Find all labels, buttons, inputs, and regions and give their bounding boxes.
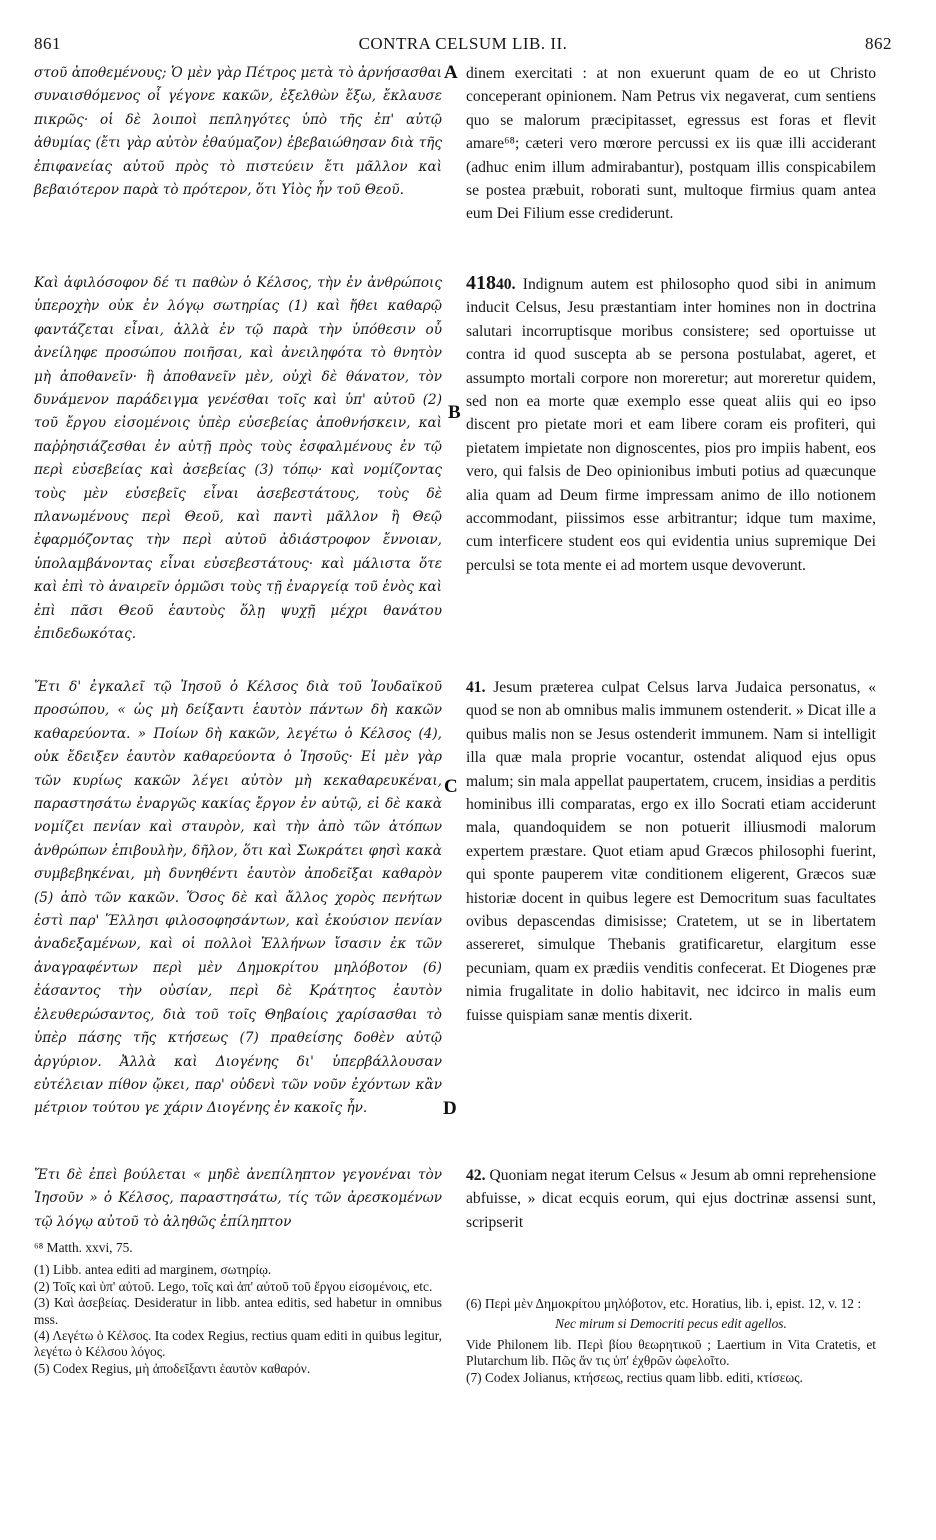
section-number-42: 42. <box>466 1167 486 1184</box>
margin-letter-a: A <box>444 62 458 83</box>
footnote-4: (4) Λεγέτω ὁ Κέλσος. Ita codex Regius, rectius quam editi in quibus legitur, λεγέτω ὁ Κέλσου λόγος. <box>34 1328 442 1360</box>
footnote-6: (6) Περὶ μὲν Δημοκρίτου μηλόβοτον, etc. Horatius, lib. i, epist. 12, v. 12 : <box>466 1296 862 1311</box>
latin-footnotes <box>466 1296 876 1386</box>
page-number-left: 861 <box>34 34 61 53</box>
marginal-page-marker: 418 <box>466 272 496 294</box>
latin-paragraph-40-text: Indignum autem est philosopho quod sibi in animum inducit Celsus, Jesu præstantiam inter homines non in doctrina salutari incorruptisque moribus consistere; sed oportuisse ut contra id quod suscepta ab se persona postulabat, ageret, et assumpto mortali corpore non moreretur; aut moreretur quidem, sed non ea morte quæ exemplo esse queat aliis qui eo ipso discent pro pietate mori et eam libere coram eis profiteri, qui pietatem impietate non dignoscentes, pios pro impiis habent, eos vero, qui falsis de Deo opinionibus imbuti potius ad quæcunque alia quam ad Deum firme impressam animo de illo notionem accommodant, piissimos esse arbitrantur; idque tum maxime, cum interficere student eos qui evidentia unius supremique Dei perculsi se tota mente ei ad mortem usque devoverunt. <box>466 276 876 574</box>
section-number-40: 40. <box>496 276 516 293</box>
greek-paragraph-3: Ἔτι δ' ἐγκαλεῖ τῷ Ἰησοῦ ὁ Κέλσος διὰ τοῦ Ἰουδαϊκοῦ προσώπου, « ὡς μὴ δείξαντι ἑαυτὸν πάντων δὴ κακῶν καθαρεύοντα. » Ποίων δὴ κακῶν, λεγέτω ὁ Κέλσος (4), οὐκ ἔδειξεν ἑαυτὸν καθαρεύοντα ὁ Ἰησοῦς· Εἰ μὲν γὰρ τῶν κυρίως κακῶν λέγει αὐτὸν μὴ κεκαθαρευκέναι, παραστησάτω ἐναργῶς κακίας ἔργον ἐν αὐτῷ, εἰ δὲ κακὰ νομίζει πενίαν καὶ σταυρὸν, καὶ τὴν ἀπὸ τῶν ἀτόπων ἀνθρώπων ἐπιβουλὴν, δῆλον, ὅτι καὶ Σωκράτει φησὶ κακὰ συμβεβηκέναι, μὴ δυνηθέντι ἑαυτὸν ἀποδεῖξαι καθαρὸν (5) ἀπὸ τῶν κακῶν. Ὅσος δὲ καὶ ἄλλος χορὸς πενήτων ἐστὶ παρ' Ἕλλησι φιλοσοφησάντων, καὶ ἑκούσιον πενίαν ἀναδεξαμένων, καὶ οἱ πολλοὶ Ἑλλήνων ἴσασιν ἐκ τῶν ἀναγραφέντων περὶ μὲν Δημοκρίτου μηλόβοτον (6) ἐάσαντος τὴν οὐσίαν, περὶ δὲ Κράτητος ἑαυτὸν ἐλευθερώσαντος, διὰ τοῦ τοῖς Θηβαίοις χαρίσασθαι τὸ ὑπὲρ πάσης τῆς κτήσεως (7) πραθείσης δοθὲν αὐτῷ ἀργύριον. Ἀλλὰ καὶ Διογένης δι' ὑπερβάλλουσαν εὐτέλειαν πίθον ᾤκει, παρ' οὐδενὶ τῶν νοῦν ἐχόντων κἂν μέτριον τούτου γε χάριν Διογένης ἐν κακοῖς ἦν. <box>34 679 442 1117</box>
section-number-41: 41. <box>466 679 486 696</box>
margin-letter-c: C <box>444 776 458 797</box>
footnote-68: ⁶⁸ Matth. xxvi, 75. <box>34 1240 133 1255</box>
footnote-1: (1) Libb. antea editi ad marginem, σωτηρίῳ. <box>34 1262 272 1278</box>
latin-paragraph-41 <box>466 676 876 1027</box>
footnote-6-quote: Nec mirum si Democriti pecus edit agellos. <box>555 1316 787 1332</box>
running-head <box>34 34 892 58</box>
latin-paragraph-1: dinem exercitati : at non exuerunt quam de eo ut Christo conceperant opinionem. Nam Petrus vix negaverat, cum sentiens quo se malorum præcipitasset, egressus est foras et flevit amare⁶⁸; cæteri vero mœrore percussi ex iis quæ illi acciderant (adhuc enim illum admirabantur), postquam illis conspicabilem se postea præbuit, roborati sunt, multoque firmius quam antea eum Dei Filium esse crediderunt. <box>466 65 876 223</box>
latin-paragraph-40 <box>466 272 876 577</box>
footnote-7: (7) Codex Jolianus, κτήσεως, rectius quam libb. editi, κτίσεως. <box>466 1369 803 1385</box>
latin-paragraph-42-text: Quoniam negat iterum Celsus « Jesum ab omni reprehensione abfuisse, » dicat ecquis eorum, qui ejus doctrinæ assensi sunt, scripserit <box>466 1167 876 1231</box>
latin-paragraph-41-text: Jesum præterea culpat Celsus larva Judaica personatus, « quod se non ab omnibus malis immunem ostenderit. » Dicat ille a quibus malis non se Jesus ostenderit immunem. Nam si intelligit illa quæ mala proprie vocantur, ostendat aliquod ejus opus malum; sin mala appellat paupertatem, crucem, insidias a perditis hominibus illi comparatas, ergo ex illo Socrati etiam acciderunt mala, quandoquidem se non potuerit illiusmodi malorum expertem præstare. Quot etiam apud Græcos philosophi fuerint, qui sponte pauperem vitæ conditionem eligerent, Græcos suæ historiæ docent in quibus legere est Democritum suas facultates ovibus depascendas dimisisse; Cratetem, ut se in libertatem assereret, simulque Thebanis gratificaretur, elargitum esse pecuniam, quam ex prædiis venditis confecerat. Et Diogenes præ nimia frugalitate in dolio habitavit, nec idcirco in malis eum fuisse quispiam sanæ mentis dixerit. <box>466 679 876 1024</box>
footnote-5: (5) Codex Regius, μὴ ἀποδεῖξαντι ἑαυτὸν καθαρόν. <box>34 1360 311 1376</box>
footnote-6-refs: Vide Philonem lib. Περὶ βίου θεωρητικοῦ ; Laertium in Vita Cratetis, et Plutarchum lib. Πῶς ἄν τις ὑπ' ἐχθρῶν ὠφελοῖτο. <box>466 1336 876 1369</box>
margin-letter-d: D <box>443 1098 457 1119</box>
greek-footnotes <box>34 1240 442 1377</box>
page-number-right: 862 <box>865 34 892 53</box>
footnote-2: (2) Τοῖς καὶ ὑπ' αὐτοῦ. Lego, τοῖς καὶ ἀπ' αὐτοῦ τοῦ ἔργου εἰσομένοις, etc. <box>34 1278 433 1294</box>
running-title: CONTRA CELSUM LIB. II. <box>358 34 568 53</box>
footnote-3: (3) Καὶ ἀσεβείας. Desideratur in libb. antea editis, sed habetur in omnibus mss. <box>34 1295 442 1327</box>
latin-paragraph-42 <box>466 1164 876 1234</box>
greek-paragraph-2: Καὶ ἀφιλόσοφον δέ τι παθὼν ὁ Κέλσος, τὴν ἐν ἀνθρώποις ὑπεροχὴν οὐκ ἐν λόγῳ σωτηρίας (1) καὶ ἤθει καθαρῷ φαντάζεται εἶναι, ἀλλὰ ἐν τῷ παρὰ τὴν ὑπόθεσιν οὗ ἀνείληφε προσώπου ποιῆσαι, καὶ ἀνειληφότα τὸ θνητὸν μὴ ἀποθανεῖν· ἢ ἀποθανεῖν μὲν, οὐχὶ δὲ θάνατον, τὸν δυνάμενον παράδειγμα γενέσθαι τοῖς καὶ ὑπ' αὐτοῦ (2) τοῦ ἔργου εἰσομένοις ὑπὲρ εὐσεβείας ἀποθνήσκειν, καὶ παῤῥησιάζεσθαι ἐν αὐτῇ πρὸς τοὺς ἐσφαλμένους ἐν τῷ περὶ εὐσεβείας καὶ ἀσεβείας (3) τόπῳ· καὶ νομίζοντας τοὺς μὲν εὐσεβεῖς εἶναι ἀσεβεστάτους, τοὺς δὲ πλανωμένους περὶ Θεοῦ, καὶ παντὶ μᾶλλον ἢ Θεῷ ἐφαρμόζοντας τὴν περὶ αὐτοῦ ἀδιάστροφον ἔννοιαν, ὑπολαμβάνοντας εἶναι εὐσεβεστάτους· καὶ μάλιστα ὅτε καὶ ἐπὶ τὸ ἀναιρεῖν ὁρμῶσι τοὺς τῇ ἐναργείᾳ τοῦ ἑνὸς καὶ ἐπὶ πᾶσι Θεοῦ ἑαυτοὺς ὅλῃ ψυχῇ μέχρι θανάτου ἐπιδεδωκότας. <box>34 275 442 643</box>
margin-letter-b: B <box>448 402 461 423</box>
greek-paragraph-4: Ἔτι δὲ ἐπεὶ βούλεται « μηδὲ ἀνεπίληπτον γεγονέναι τὸν Ἰησοῦν » ὁ Κέλσος, παραστησάτω, τίς τῶν ἀρεσκομένων τῷ λόγῳ αὐτοῦ τὸ ἀληθῶς ἐπίληπτον <box>34 1167 442 1230</box>
greek-paragraph-1: στοῦ ἀποθεμένους; Ὁ μὲν γὰρ Πέτρος μετὰ τὸ ἀρνήσασθαι συναισθόμενος οἷ γέγονε κακῶν, ἐξελθὼν ἔξω, ἔκλαυσε πικρῶς· οἱ δὲ λοιποὶ πεπληγότες ὑπὸ τῆς ἐπ' αὐτῷ ἀθυμίας (ἔτι γὰρ αὐτὸν ἐθαύμαζον) ἐβεβαιώθησαν διὰ τῆς ἐπιφανείας αὐτοῦ πρὸς τὸ πιστεύειν ἔτι μᾶλλον καὶ βεβαιότερον παρὰ τὸ πρότερον, ὅτι Υἱὸς ἦν τοῦ Θεοῦ. <box>34 65 442 199</box>
